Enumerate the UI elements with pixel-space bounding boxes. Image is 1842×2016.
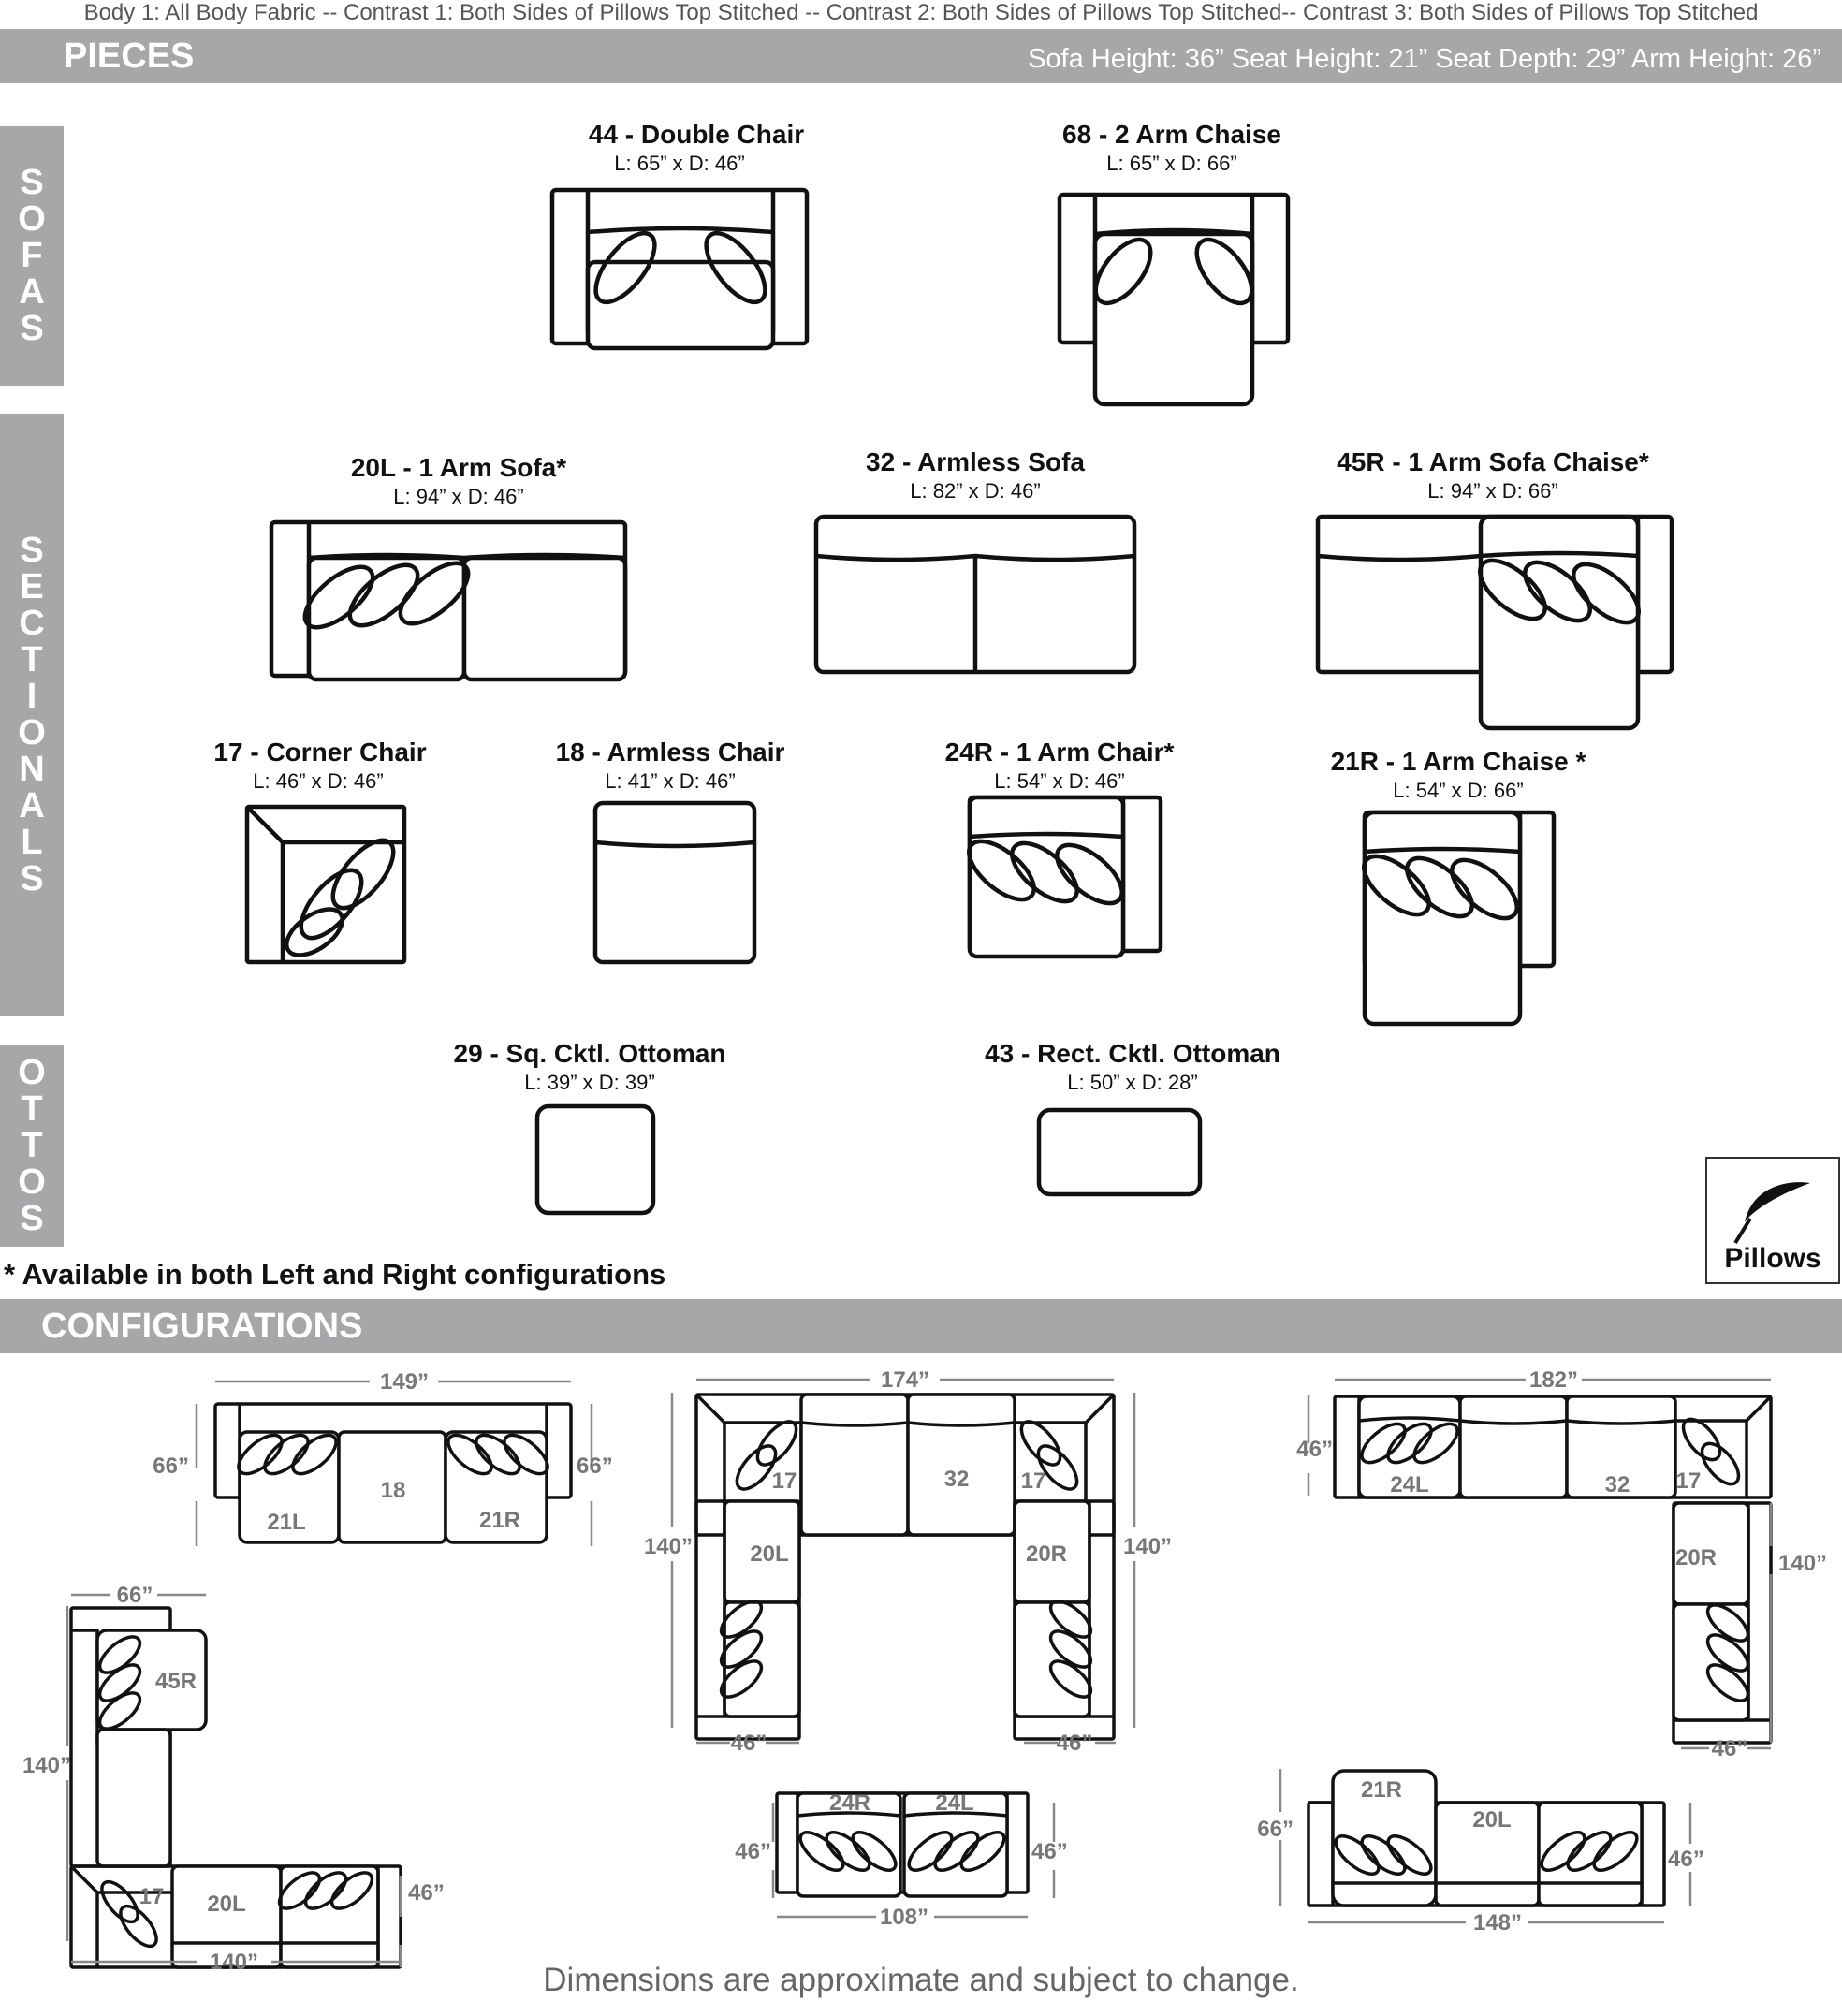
- side-letter: F: [21, 236, 43, 275]
- config-6-width: 148”: [1472, 1910, 1523, 1936]
- piece-name-armless-sofa: 32 - Armless Sofa: [866, 447, 1085, 476]
- config-6-depth-left: 66”: [1257, 1817, 1294, 1842]
- configurations-header-bar: [0, 1299, 1842, 1353]
- config-1-depth-right: 66”: [577, 1454, 613, 1479]
- rect-ottoman-drawing: [1039, 1110, 1200, 1194]
- config-4-code: 45R: [154, 1669, 197, 1694]
- piece-dims-rect-ottoman: L: 50” x D: 28”: [1067, 1071, 1198, 1094]
- config-3-code: 24L: [1390, 1472, 1429, 1497]
- piece-dims-1-arm-chaise: L: 54” x D: 66”: [1393, 779, 1524, 802]
- config-4-top: 66”: [116, 1583, 154, 1608]
- corner-chair-drawing: [247, 807, 404, 964]
- config-6-code: 20L: [1472, 1807, 1512, 1833]
- one-arm-sofa-drawing: [271, 522, 625, 679]
- piece-name-corner-chair: 17 - Corner Chair: [213, 738, 427, 767]
- piece-dims-1-arm-chair: L: 54” x D: 46”: [994, 769, 1125, 793]
- config-3-height-right: 140”: [1778, 1551, 1828, 1576]
- config-2-code: 32: [943, 1467, 970, 1492]
- config-2-width: 174”: [880, 1367, 930, 1393]
- config-3-width: 182”: [1528, 1367, 1579, 1393]
- config-3-depth-left: 46”: [1296, 1437, 1333, 1462]
- config-4-depth-right: 46”: [408, 1880, 445, 1906]
- config-1: [153, 1369, 612, 1546]
- config-1-width: 149”: [379, 1369, 430, 1395]
- config-2-code: 20L: [750, 1541, 789, 1567]
- piece-name-1-arm-sofa-chaise: 45R - 1 Arm Sofa Chaise*: [1337, 447, 1649, 476]
- side-letter: O: [18, 199, 46, 239]
- config-5: [735, 1790, 1067, 1930]
- config-4-code: 20L: [207, 1892, 246, 1917]
- piece-name-2-arm-chaise: 68 - 2 Arm Chaise: [1062, 120, 1281, 149]
- configurations-title: CONFIGURATIONS: [41, 1307, 363, 1346]
- config-2-depth-right: 46”: [1056, 1731, 1093, 1756]
- side-letter: O: [18, 1052, 46, 1092]
- two-arm-chaise-drawing: [1060, 195, 1288, 404]
- config-2-code: 17: [1020, 1468, 1046, 1494]
- config-4-height: 140”: [22, 1753, 71, 1778]
- piece-name-rect-ottoman: 43 - Rect. Cktl. Ottoman: [985, 1039, 1280, 1068]
- availability-note: * Available in both Left and Right configurations: [4, 1258, 666, 1291]
- config-3-depth-right: 46”: [1711, 1736, 1748, 1761]
- config-1-depth-left: 66”: [153, 1454, 189, 1479]
- config-3: [1296, 1367, 1827, 1761]
- one-arm-chaise-drawing: [1354, 812, 1554, 1024]
- pillows-label: Pillows: [1724, 1243, 1821, 1274]
- pieces-title: PIECES: [64, 37, 195, 76]
- config-3-code: 17: [1675, 1468, 1702, 1494]
- side-letter: E: [20, 567, 44, 606]
- config-5-depth-right: 46”: [1031, 1839, 1068, 1864]
- config-3-code: 20R: [1674, 1545, 1718, 1570]
- config-2-height-right: 140”: [1123, 1534, 1173, 1559]
- double-chair-drawing: [552, 190, 807, 348]
- config-3-code: 32: [1604, 1472, 1630, 1497]
- config-4-code: 17: [139, 1884, 165, 1909]
- piece-dims-armless-chair: L: 41” x D: 46”: [605, 769, 736, 793]
- pillows-legend: [1705, 1157, 1840, 1284]
- armless-sofa-drawing: [816, 517, 1134, 672]
- side-letter: A: [19, 272, 45, 312]
- side-letter: A: [19, 786, 45, 825]
- side-letter: O: [18, 713, 46, 752]
- pieces-specs: Sofa Height: 36” Seat Height: 21” Seat Depth: 29” Arm Height: 26”: [1028, 44, 1821, 74]
- sq-ottoman-drawing: [537, 1106, 653, 1213]
- piece-dims-2-arm-chaise: L: 65” x D: 66”: [1106, 152, 1237, 175]
- one-arm-sofa-chaise-drawing: [1318, 517, 1672, 728]
- side-letter: T: [21, 1125, 43, 1165]
- feather-icon: [1732, 1177, 1816, 1245]
- config-5-code: 24R: [828, 1790, 871, 1816]
- piece-name-1-arm-chaise: 21R - 1 Arm Chaise *: [1330, 747, 1586, 776]
- side-letter: S: [20, 859, 44, 898]
- config-2-code: 17: [771, 1468, 797, 1494]
- config-5-width: 108”: [879, 1905, 929, 1930]
- side-letter: S: [20, 163, 44, 202]
- piece-dims-armless-sofa: L: 82” x D: 46”: [910, 479, 1041, 503]
- piece-dims-corner-chair: L: 46” x D: 46”: [253, 769, 384, 793]
- config-1-code: 18: [380, 1478, 406, 1503]
- configurations-drawings: [0, 1353, 1842, 1975]
- piece-dims-1-arm-sofa-chaise: L: 94” x D: 66”: [1427, 479, 1558, 503]
- side-letter: O: [18, 1161, 46, 1202]
- side-letter: T: [21, 1088, 43, 1129]
- piece-name-1-arm-chair: 24R - 1 Arm Chair*: [944, 738, 1175, 767]
- config-5-depth-left: 46”: [735, 1839, 771, 1864]
- piece-name-double-chair: 44 - Double Chair: [588, 120, 805, 149]
- config-2: [644, 1367, 1172, 1756]
- config-6: [1257, 1769, 1703, 1936]
- fabric-description: Body 1: All Body Fabric -- Contrast 1: Both Sides of Pillows Top Stitched -- Contrast 2: Both Sides of Pillows Top Stitched-- Contrast 3: Both Sides of Pillows Top Stitched: [83, 0, 1759, 25]
- config-2-height-left: 140”: [643, 1534, 693, 1559]
- piece-name-armless-chair: 18 - Armless Chair: [555, 738, 785, 767]
- config-4-width: 140”: [209, 1950, 259, 1975]
- piece-dims-1-arm-sofa: L: 94” x D: 46”: [393, 485, 524, 508]
- piece-dims-double-chair: L: 65” x D: 46”: [614, 152, 745, 175]
- side-letter: L: [21, 823, 43, 862]
- piece-name-sq-ottoman: 29 - Sq. Cktl. Ottoman: [453, 1039, 726, 1068]
- side-letter: S: [20, 309, 44, 348]
- config-1-code: 21L: [267, 1510, 306, 1535]
- disclaimer: Dimensions are approximate and subject to change.: [543, 1962, 1299, 1998]
- config-6-code: 21R: [1360, 1777, 1403, 1803]
- side-letter: I: [26, 677, 37, 716]
- piece-name-1-arm-sofa: 20L - 1 Arm Sofa*: [350, 453, 567, 482]
- armless-chair-drawing: [595, 803, 754, 962]
- side-letter: N: [19, 750, 45, 789]
- config-6-depth-right: 46”: [1668, 1847, 1704, 1872]
- config-1-code: 21R: [478, 1508, 521, 1533]
- side-letter: T: [21, 640, 43, 679]
- one-arm-chair-drawing: [959, 797, 1161, 957]
- side-letter: S: [20, 531, 44, 570]
- piece-dims-sq-ottoman: L: 39” x D: 39”: [524, 1071, 655, 1094]
- config-2-depth-left: 46”: [730, 1731, 768, 1756]
- config-5-code: 24L: [935, 1790, 974, 1816]
- side-letter: S: [20, 1198, 44, 1238]
- config-2-code: 20R: [1025, 1541, 1068, 1567]
- side-letter: C: [19, 604, 45, 643]
- config-4: [22, 1583, 445, 1975]
